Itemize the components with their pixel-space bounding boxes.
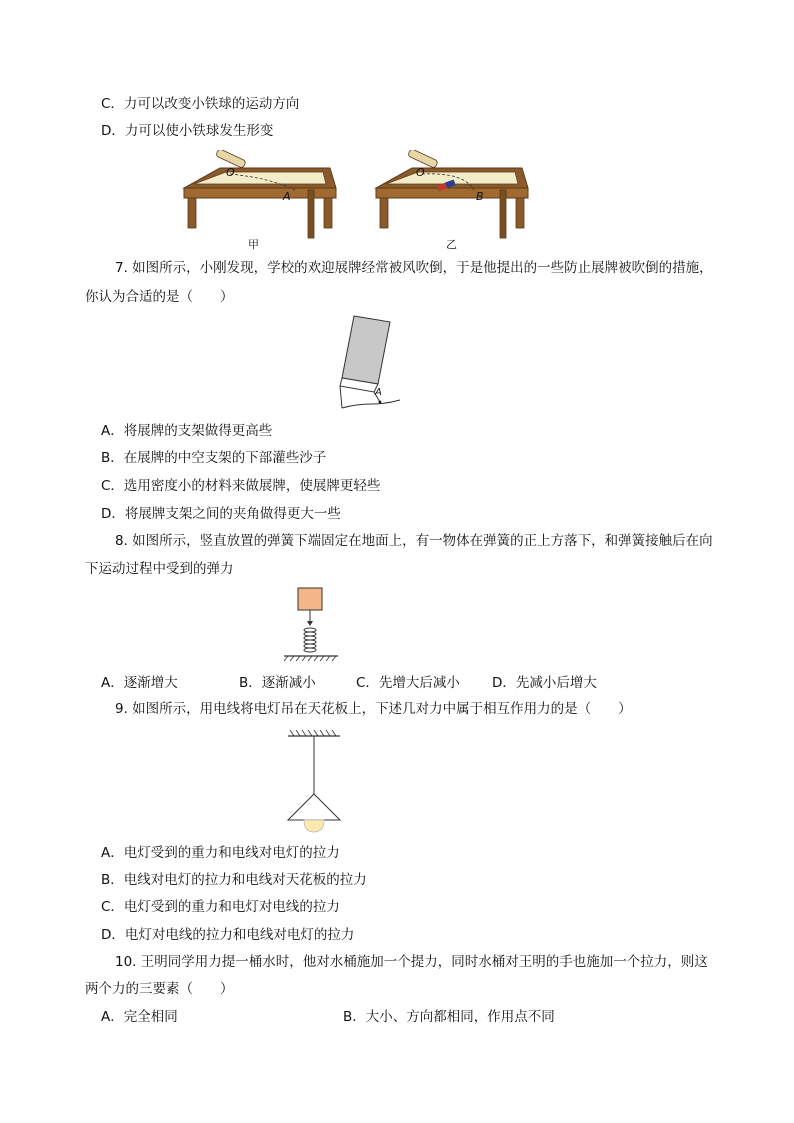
q9-stem: 9. 如图所示，用电线将电灯吊在天花板上，下述几对力中属于相互作用力的是（ ） [115, 701, 632, 717]
display-board-figure [336, 314, 406, 414]
q6-option-c: C．力可以改变小铁球的运动方向 [101, 96, 300, 112]
q8-option-c: C．先增大后减小 [356, 675, 460, 691]
q10-stem-line2: 两个力的三要素（ ） [85, 981, 234, 997]
q10-option-b: B．大小、方向都相同，作用点不同 [343, 1009, 555, 1025]
figure-jia-label-a: A [283, 190, 291, 203]
lamp-svg [284, 728, 344, 834]
q8-stem-line1: 8. 如图所示，竖直放置的弹簧下端固定在地面上，有一物体在弹簧的正上方落下，和弹簧接触后在向 [115, 533, 713, 549]
q9-option-d: D．电灯对电线的拉力和电线对电灯的拉力 [101, 927, 355, 943]
q7-option-c: C．选用密度小的材料来做展牌，使展牌更轻些 [101, 478, 381, 494]
q8-option-a: A．逐渐增大 [101, 675, 178, 691]
figure-jia [180, 150, 340, 250]
figure-yi-caption: 乙 [446, 238, 457, 251]
table-figure-jia [180, 150, 340, 250]
q10-option-a: A．完全相同 [101, 1009, 178, 1025]
q9-option-b: B．电线对电灯的拉力和电线对天花板的拉力 [101, 872, 367, 888]
q9-option-c: C．电灯受到的重力和电灯对电线的拉力 [101, 899, 340, 915]
display-board-svg [336, 314, 406, 414]
figure-jia-label-o: O [226, 166, 235, 179]
q7-stem-line2: 你认为合适的是（ ） [85, 289, 234, 305]
q9-option-a: A．电灯受到的重力和电线对电灯的拉力 [101, 845, 340, 861]
table-figure-yi [372, 150, 532, 250]
q8-option-d: D．先减小后增大 [492, 675, 597, 691]
figure-yi-label-o: O [416, 166, 425, 179]
q7-option-d: D．将展牌支架之间的夹角做得更大一些 [101, 506, 341, 522]
q7-stem-line1: 7. 如图所示，小刚发现，学校的欢迎展牌经常被风吹倒，于是他提出的一些防止展牌被吹倒的措施， [115, 260, 713, 276]
q10-stem-line1: 10. 王明同学用力提一桶水时，他对水桶施加一个提力，同时水桶对王明的手也施加一个拉力，则这 [115, 954, 708, 970]
q6-option-d: D．力可以使小铁球发生形变 [101, 123, 274, 139]
q7-option-b: B．在展牌的中空支架的下部灌些沙子 [101, 450, 327, 466]
figure-yi-label-b: B [476, 190, 484, 203]
q8-option-b: B．逐渐减小 [239, 675, 316, 691]
figure-jia-caption: 甲 [248, 238, 259, 251]
display-board-label-a: A [375, 387, 382, 398]
spring-figure [282, 586, 342, 664]
q8-stem-line2: 下运动过程中受到的弹力 [85, 561, 234, 577]
figure-yi [372, 150, 532, 250]
lamp-figure [284, 728, 344, 834]
spring-svg [282, 586, 342, 664]
q7-option-a: A．将展牌的支架做得更高些 [101, 423, 273, 439]
